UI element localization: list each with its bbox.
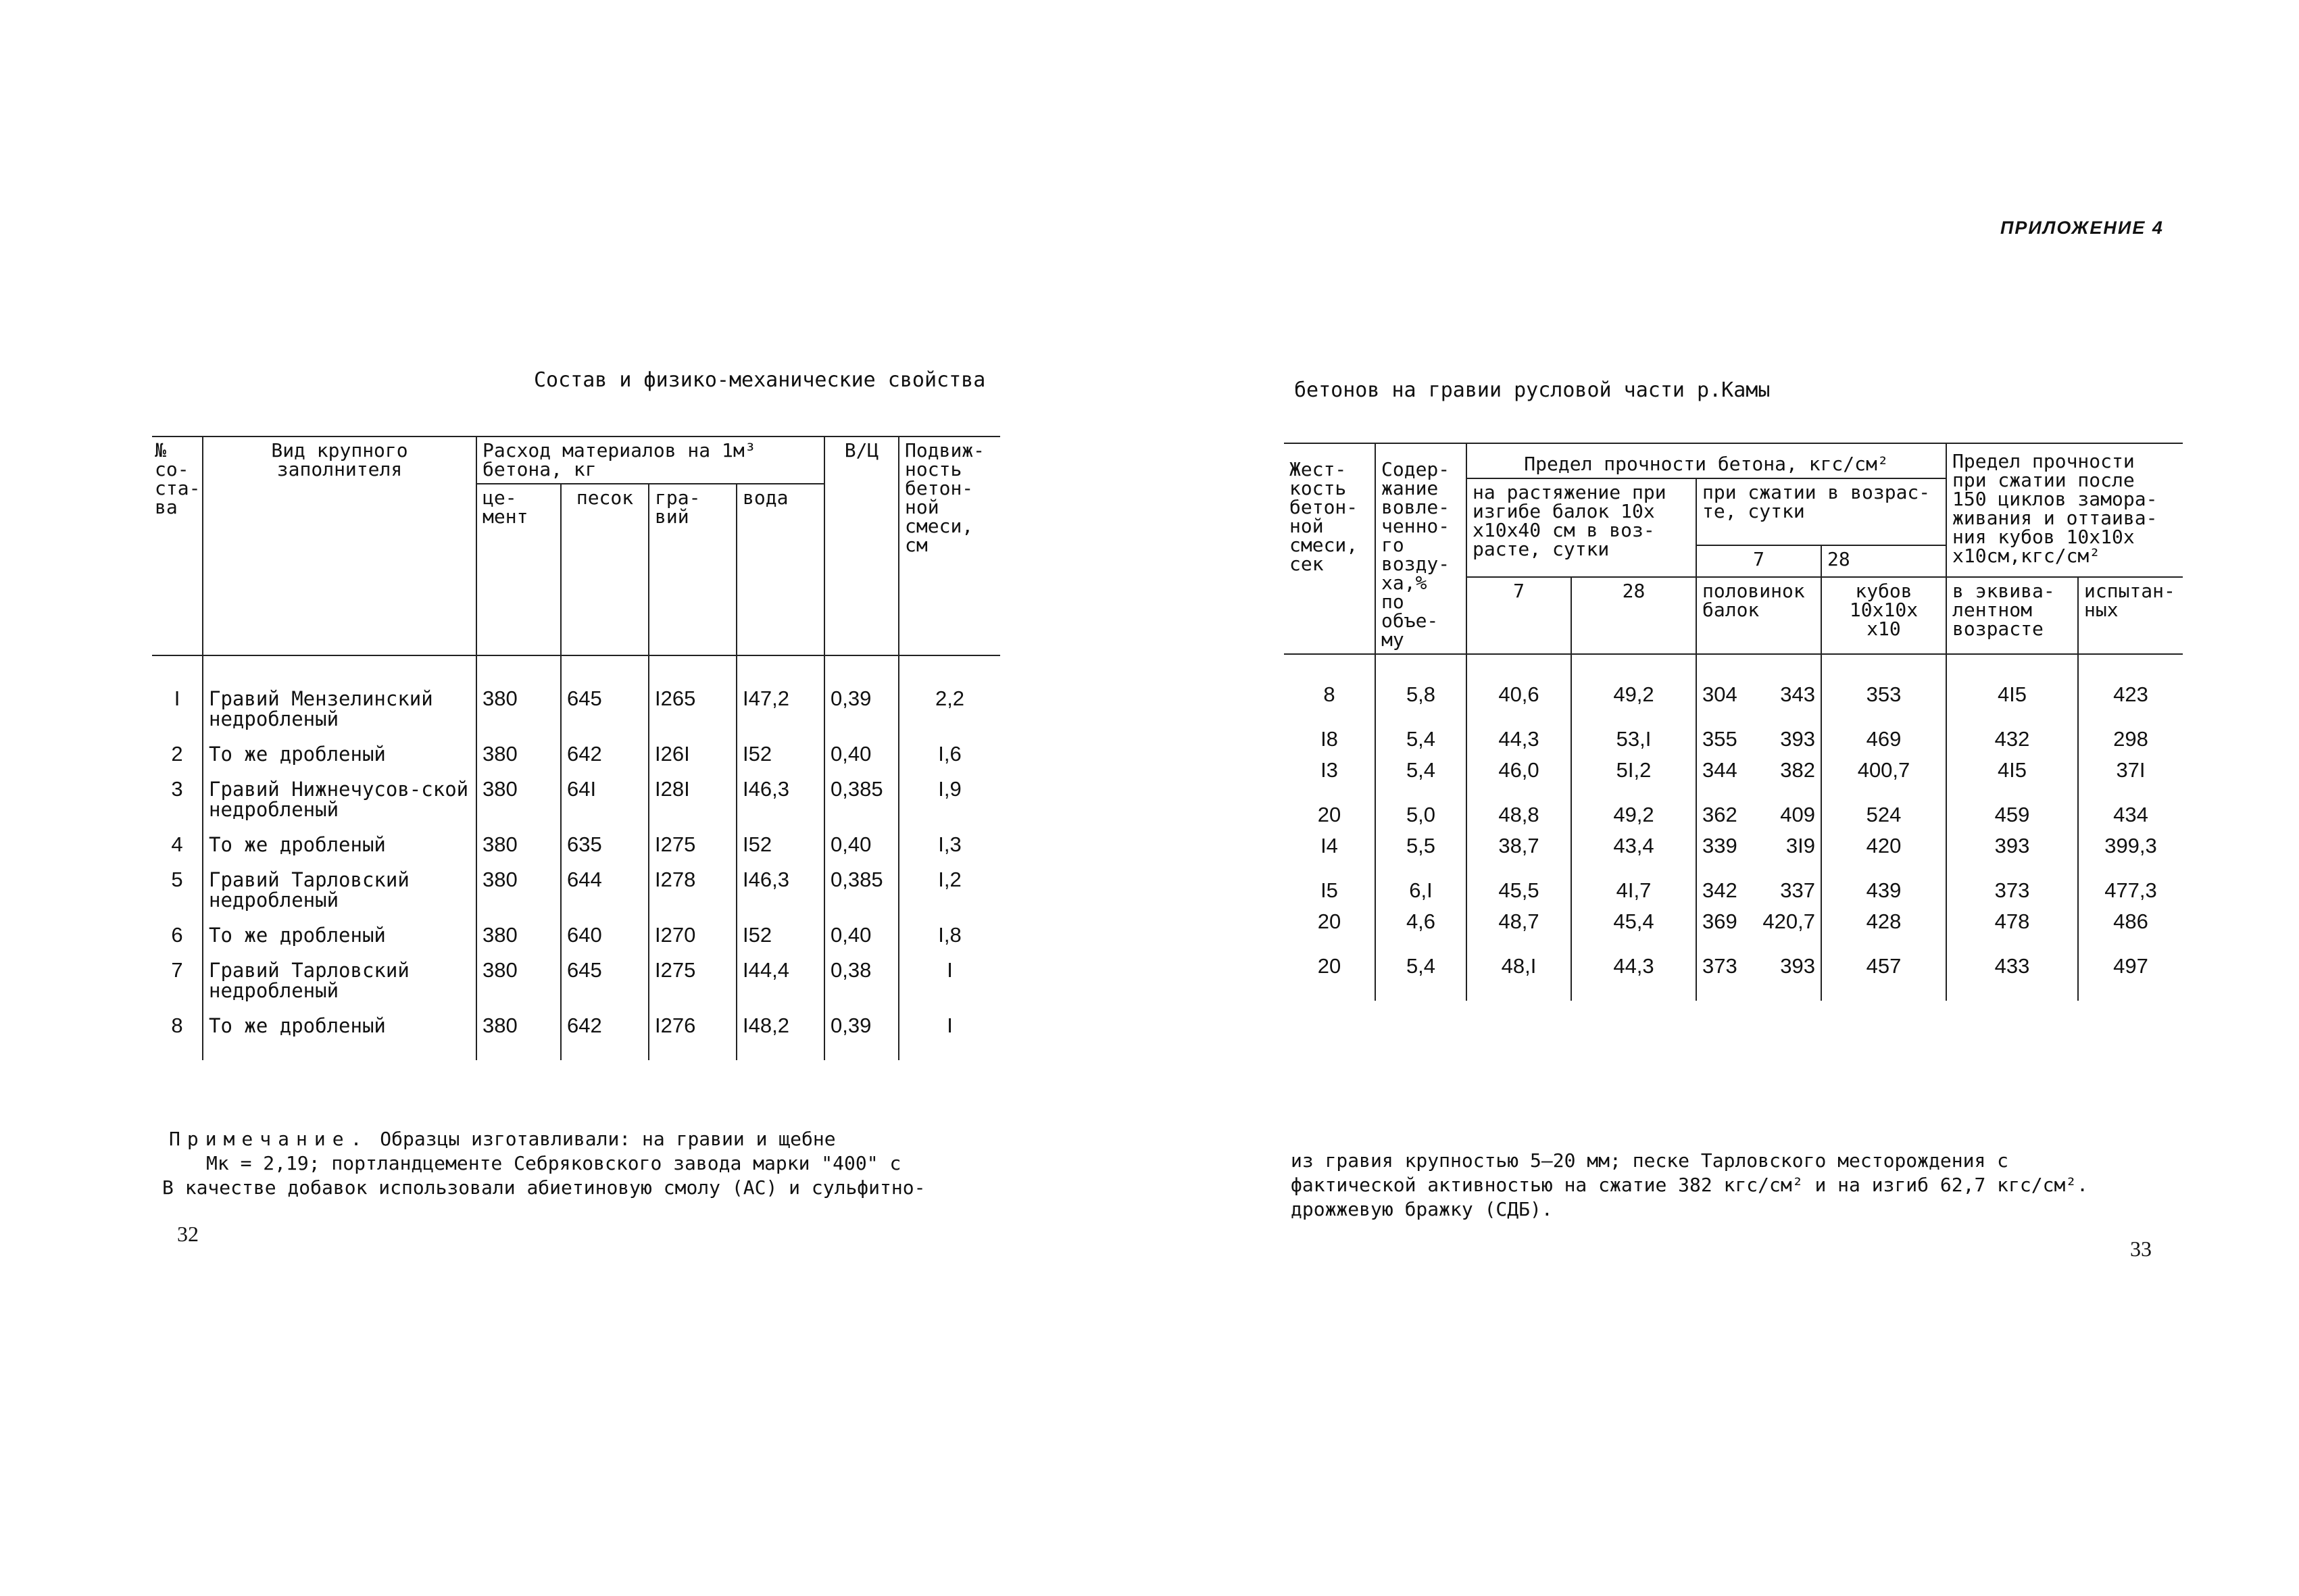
col-tension-header: на растяжение при изгибе балок 10х х10х40 см в воз-расте, сутки xyxy=(1466,478,1696,577)
table-row: 5 Гравий Тарловский недробленый 380 644 I278 I46,3 0,385 I,2 xyxy=(152,859,1000,914)
table-row: 2 То же дробленый 380 642 I26I I52 0,40 I,6 xyxy=(152,733,1000,768)
table-row: I4 5,5 38,7 43,4 339 3I9 420 393 399,3 xyxy=(1284,829,2183,860)
col-wc-header: В/Ц xyxy=(824,437,899,655)
table-row: I3 5,4 46,0 5I,2 344 382 400,7 4I5 37I xyxy=(1284,753,2183,784)
col-consumption-header: Расход материалов на 1м³ бетона, кг xyxy=(476,437,824,484)
note-right: из гравия крупностью 5–20 мм; песке Тарловского месторождения с фактической активностью на сжатие 382 кгс/см² и на изгиб 62,7 кгс/см². дрожжевую бражку (СДБ). xyxy=(1291,1149,2089,1220)
col-cement-header: це-мент xyxy=(476,484,561,655)
page-number-left: 32 xyxy=(177,1222,199,1246)
col-stiffness-header: Жест-кость бетон-ной смеси, сек xyxy=(1284,443,1375,654)
table-row: 7 Гравий Тарловский недробленый 380 645 I275 I44,4 0,38 I xyxy=(152,949,1000,1005)
col-c7-header: 7 xyxy=(1696,545,1821,577)
col-t28-header: 28 xyxy=(1571,577,1696,654)
table-row: I8 5,4 44,3 53,I 355 393 469 432 298 xyxy=(1284,709,2183,753)
note-left: Примечание. Образцы изготавливали: на гравии и щебне Мк = 2,19; портландцементе Себряковского завода марки "400" с В качестве добавок использовали абиетиновую смолу (АС) и сульфитно- xyxy=(162,1128,926,1199)
table-row: I5 6,I 45,5 4I,7 342 337 439 373 477,3 xyxy=(1284,860,2183,905)
composition-table xyxy=(152,436,1000,1060)
strength-table xyxy=(1284,443,2183,1001)
table-row: 6 То же дробленый 380 640 I270 I52 0,40 I,8 xyxy=(152,914,1000,949)
col-water-header: вода xyxy=(737,484,824,655)
table-row: 3 Гравий Нижнечусов-ской недробленый 380 64I I28I I46,3 0,385 I,9 xyxy=(152,768,1000,824)
table-row: 20 5,4 48,I 44,3 373 393 457 433 497 xyxy=(1284,936,2183,1001)
col-t7-header: 7 xyxy=(1466,577,1571,654)
col-c28-header: 28 xyxy=(1821,545,1946,577)
title-left: Состав и физико-механические свойства xyxy=(534,368,986,392)
page-number-right: 33 xyxy=(2130,1237,2152,1261)
col-compression-header: при сжатии в возрас-те, сутки xyxy=(1696,478,1946,545)
table-row: 8 То же дробленый 380 642 I276 I48,2 0,39 I xyxy=(152,1005,1000,1060)
table-row: 8 5,8 40,6 49,2 304 343 353 4I5 423 xyxy=(1284,654,2183,709)
col-halves-header: половинок балок xyxy=(1696,577,1821,654)
col-cubes-header: кубов 10х10х х10 xyxy=(1821,577,1946,654)
table-row: 20 5,0 48,8 49,2 362 409 524 459 434 xyxy=(1284,784,2183,829)
col-type-header: Вид крупного заполнителя xyxy=(203,437,476,655)
col-no-header: № со-ста-ва xyxy=(152,437,203,655)
title-right: бетонов на гравии русловой части р.Камы xyxy=(1294,378,1771,402)
table-row: 4 То же дробленый 380 635 I275 I52 0,40 I,3 xyxy=(152,824,1000,859)
col-mobility-header: Подвиж-ность бетон-ной смеси, см xyxy=(899,437,1000,655)
col-air-header: Содер-жание вовле-ченно-го возду-ха,% по объе-му xyxy=(1375,443,1466,654)
col-gravel-header: гра-вий xyxy=(649,484,737,655)
col-frost-header: Предел прочности при сжатии после 150 циклов замора-живания и оттаива-ния кубов 10х10х х10см,кгс/см² xyxy=(1946,443,2183,577)
table-row: 20 4,6 48,7 45,4 369 420,7 428 478 486 xyxy=(1284,905,2183,936)
table-row: I Гравий Мензелинский недробленый 380 645 I265 I47,2 0,39 2,2 xyxy=(152,655,1000,733)
col-strength-header: Предел прочности бетона, кгс/см² xyxy=(1466,443,1946,478)
appendix-label: ПРИЛОЖЕНИЕ 4 xyxy=(2000,218,2164,238)
note-label: Примечание. xyxy=(169,1128,369,1150)
col-equiv-header: в эквива-лентном возрасте xyxy=(1946,577,2078,654)
col-sand-header: песок xyxy=(561,484,649,655)
col-tested-header: испытан-ных xyxy=(2078,577,2183,654)
